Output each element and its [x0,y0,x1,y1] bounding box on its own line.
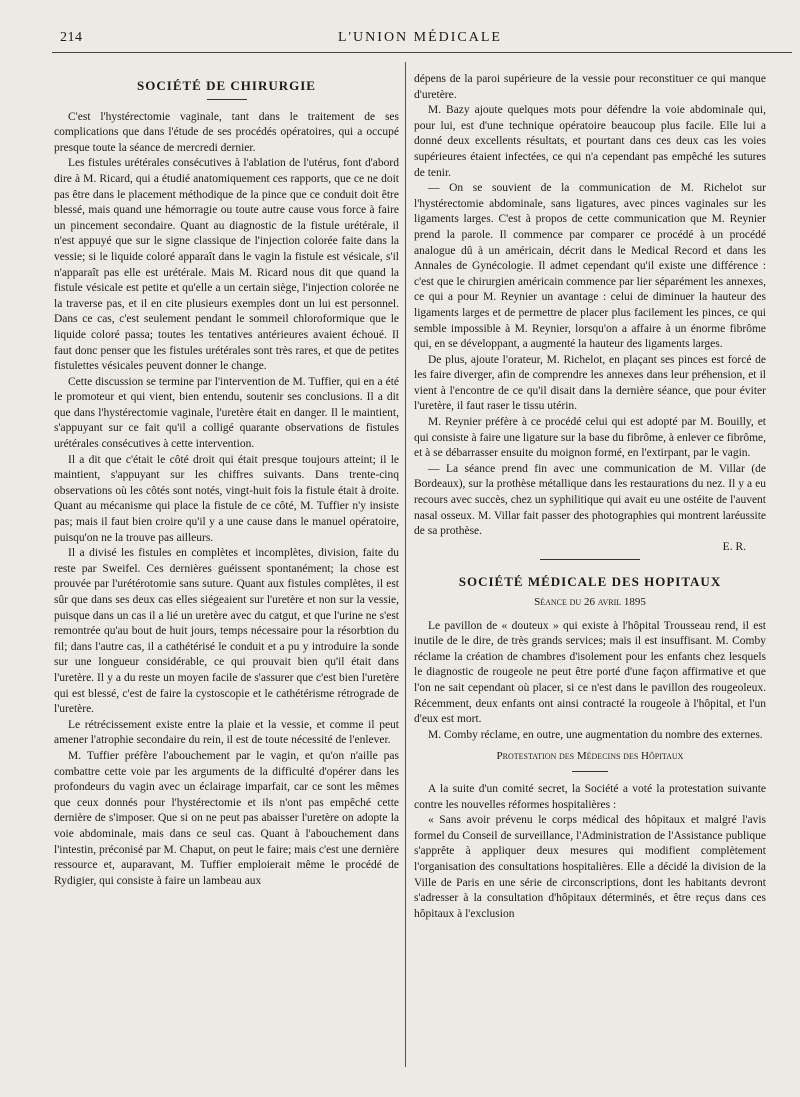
right-column [414,72,766,922]
paragraph: dépens de la paroi supérieure de la vessie pour reconstituer ce qui manque d'uretère. [414,73,766,101]
column-divider [405,62,406,1067]
signature: E. R. [722,540,746,553]
paragraph: C'est l'hystérectomie vaginale, tant dans le traitement de ses complications que dans l'étude de ses procédés opératoires, qui a occupé presque toute la séance de mercredi dernier. [54,110,399,154]
paragraph: M. Comby réclame, en outre, une augmentation du nombre des externes. [428,728,763,741]
seance-date: Séance du 26 avril 1895 [534,596,646,608]
running-head: L'UNION MÉDICALE [337,30,502,45]
header-rule [52,52,792,53]
paragraph: De plus, ajoute l'orateur, M. Richelot, en plaçant ses pinces est forcé de les faire diverger, afin de comprendre les annexes dans leur préhension, et il vient à l'encontre de ce qu'il disait dans la dernière séance, que pour éviter l'uretère, il faut raser le tissu utérin. [414,353,766,413]
paragraph: Il a divisé les fistules en complètes et incomplètes, division, faite du reste par Sweifel. Ces dernières guéissent spontanément; la chose est prouvée par l'urétérotomie sans suture. Quant aux fistules complètes, il est sûr que dans ses deux cas elles siégeaient sur l'uretère et non sur la vessie, puisque dans un cas il a lié un uretère avec du catgut, et que l'urine ne s'est remontrée qu'au bout de huit jours, temps nécessaire pour la résorbtion du fil; dans l'autre cas, il a cathétérisé le conduit et a pu y introduire la sonde sur une longueur considérable, ce qui prouvait bien qu'il était dans l'uretère. Il y a du reste un moyen facile de s'assurer que c'est bien l'uretère qui est blessé, c'est de faire la cystoscopie et le cathétérisme rétrograde de l'uretère. [54,547,399,716]
paragraph: M. Bazy ajoute quelques mots pour défendre la voie abdominale qui, pour lui, est d'une technique opératoire beaucoup plus facile. Elle lui a donné deux excellents résultats, et pourtant dans ces deux cas les voies supérieures étaient infectées, ce qui n'a cependant pas empêché les sutures de tenir. [414,104,766,179]
section-title: SOCIÉTÉ MÉDICALE DES HOPITAUX [458,574,722,590]
paragraph: Le rétrécissement existe entre la plaie et la vessie, et comme il peut amener l'atrophie secondaire du rein, il est de toute nécessité de l'enlever. [54,718,399,747]
section-rule [540,559,640,560]
paragraph: Il a dit que c'était le côté droit qui était presque toujours atteint; il le maintient, s'appuyant sur les chiffres suivants. Dans trente-cinq observations où les côtés sont notés, vingt-huit fois la fistule était à droite. Quant au mécanisme qui place la fistule de ce côté, M. Tuffier n'y insiste pas; mais il faut bien croire qu'il y a une cause dans le manuel opératoire, puisqu'on ne la trouve pas ailleurs. [54,453,399,544]
paragraph: « Sans avoir prévenu le corps médical des hôpitaux et malgré l'avis formel du Conseil de surveillance, l'Administration de l'Assistance publique s'apprête à appliquer deux mesures qui modifient complètement l'organisation des consultations hospitalières. Elle a décidé la division de la Ville de Paris en une série de circonscriptions, dont les habitants devront s'adresser à la consultation d'hôpitaux déterminés, et être reçus dans ces hôpitaux à l'exclusion [414,814,766,920]
paragraph: M. Tuffier préfère l'abouchement par le vagin, et qu'on n'aille pas combattre cette voie par les arguments de la difficulté d'opérer dans les profondeurs du vagin avec un éclairage imparfait, car ce sont les mêmes que ceux donnés pour l'hystérectomie et ils n'ont pas empêché cette dernière de s'imposer. Que si on ne peut pas abaisser l'uretère on adopte la voie abdominale, mais dans ce seul cas. Quant à l'abouchement dans l'intestin, préconisé par M. Chaput, on peut le faire; mais c'est une dernière ressource et, auparavant, M. Tuffier emploierait même le procédé de Rydigier, qui consiste à faire un lambeau aux [54,749,399,887]
subsection-rule [572,771,608,772]
section-title: SOCIÉTÉ DE CHIRURGIE [137,78,316,93]
page-number: 214 [60,30,83,45]
paragraph: M. Reynier préfère à ce procédé celui qui est adopté par M. Bouilly, et qui consiste à faire une ligature sur la base du fibrôme, à enlever ce fibrôme, et à se débarrasser ensuite du moignon formé, en l'extirpant, par le vagin. [414,416,766,460]
paragraph: A la suite d'un comité secret, la Société a voté la protestation suivante contre les nouvelles réformes hospitalières : [414,782,766,811]
paragraph: — La séance prend fin avec une communication de M. Villar (de Bordeaux), sur la prothèse métallique dans les restaurations du nez. Il y a eu recours avec succès, chez un syphilitique qui avait eu une ostéite de l'auvent nasal osseux. M. Villar fait passer des photographies qui montrent laréussite de sa prothèse. [414,462,766,538]
subsection-title: Protestation des Médecins des Hôpitaux [496,750,684,763]
title-rule [207,99,247,100]
paragraph: Cette discussion se termine par l'intervention de M. Tuffier, qui en a été le promoteur et qui vient, bien entendu, soutenir ses conclusions. Il a dit que dans l'hystérectomie vaginale, l'uretère était en danger. Il le maintient, s'appuyant sur ce fait qu'il a colligé quarante observations de fistules urétérales consécutives à cette intervention. [54,375,399,451]
paragraph: — On se souvient de la communication de M. Richelot sur l'hystérectomie abdominale, sans ligatures, avec pinces vaginales sur les ligaments larges. C'est à propos de cette communication que M. Reynier prend la parole. Il commence par comparer ce procédé à un procédé analogue dû à un américain, décrit dans le Medical Record et dans les Annales de Gynécologie. Il admet cependant qu'il existe une différence : c'est que le chirurgien américain commence par lier séparément les annexes, ce qui a pour M. Reynier un avantage : celui de diminuer la hauteur des ligaments larges et de permettre de placer plus facilement les pinces, ce qui semble impossible à M. Reynier, lorsqu'on a affaire à un énorme fibrôme qui, en se développant, a augmenté la hauteur des ligaments larges. [414,182,766,351]
left-column [54,78,399,889]
paragraph: Les fistules urétérales consécutives à l'ablation de l'utérus, font d'abord dire à M. Ricard, qui a étudié anatomiquement ces rapports, que ce ne doit pas être dans le placement méthodique de la pince que ce conduit doit être blessé, mais quand une hémorragie ou toute autre cause vous force à faire un pincement secondaire. Quant au diagnostic de la fistule urétérale, il n'est appuyé que sur le signe classique de l'injection colorée faite dans la vessie; si le liquide coloré apparaît dans le vagin la fistule est vésicale, s'il n'apparaît pas elle est urétérale. Mais M. Ricard nous dit que quand la fistule vésicale est petite et qu'elle a un certain siège, l'injection colorée ne la traverse pas, et il en cite plusieurs exemples dont un lui est personnel. Dans ce cas, c'est seulement pendant le sommeil chloroformique que le liquide coloré passa; toutes les tentatives antérieures avaient échoué. Il faut donc penser que les fistules urétérales sont très rares, et que de petites fistulettes vésicales peuvent donner le change. [54,157,399,373]
paragraph: Le pavillon de « douteux » qui existe à l'hôpital Trousseau rend, il est inutile de le dire, de très grands services; mais il est insuffisant. M. Comby réclame la création de chambres d'isolement pour les enfants chez lesquels le diagnostic de rougeole ne peut être porté d'une façon affirmative et que l'on ne sait cependant où placer, si ce n'est dans le pavillon des rougeoleux. Récemment, deux enfants ont ainsi contracté la rougeole à l'hôpital, et l'un d'eux est mort. [414,619,766,726]
